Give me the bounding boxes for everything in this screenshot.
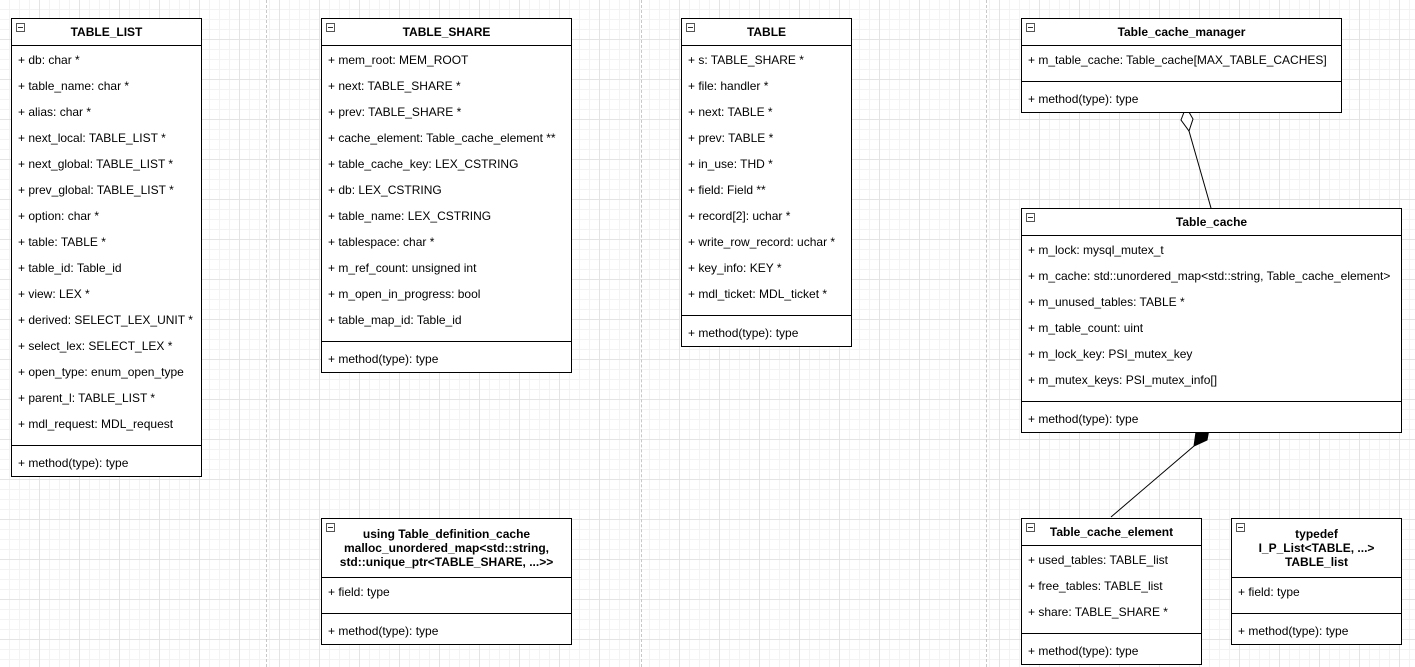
attribute-row[interactable]: + write_row_record: uchar * (688, 235, 836, 249)
class-title-line: using Table_definition_cache (362, 527, 531, 541)
class-header[interactable] (682, 19, 851, 46)
attribute-row[interactable]: + db: LEX_CSTRING (328, 183, 442, 197)
collapse-icon[interactable] (326, 23, 335, 32)
attribute-row[interactable]: + mem_root: MEM_ROOT (328, 53, 469, 67)
attribute-row[interactable]: + m_mutex_keys: PSI_mutex_info[] (1028, 373, 1218, 387)
attribute-row[interactable]: + m_lock: mysql_mutex_t (1028, 243, 1164, 257)
class-table-share[interactable] (321, 18, 572, 373)
attribute-row[interactable]: + tablespace: char * (328, 235, 435, 249)
attribute-row[interactable]: + field: Field ** (688, 183, 766, 197)
attribute-row[interactable]: + table_map_id: Table_id (328, 313, 462, 327)
class-table-list[interactable] (11, 18, 202, 477)
collapse-icon[interactable] (686, 23, 695, 32)
attribute-row[interactable]: + select_lex: SELECT_LEX * (18, 339, 173, 353)
attribute-row[interactable]: + table_name: LEX_CSTRING (328, 209, 492, 223)
class-header[interactable] (1232, 519, 1401, 578)
attribute-row[interactable]: + used_tables: TABLE_list (1028, 553, 1168, 567)
collapse-icon[interactable] (1026, 213, 1035, 222)
class-title: Table_cache_manager (1117, 25, 1246, 39)
class-header[interactable] (322, 519, 571, 578)
separator (322, 605, 571, 614)
attribute-row[interactable]: + parent_l: TABLE_LIST * (18, 391, 156, 405)
attribute-row[interactable]: + table_id: Table_id (18, 261, 122, 275)
page-divider-3 (986, 0, 987, 667)
attribute-row[interactable]: + s: TABLE_SHARE * (688, 53, 804, 67)
method-row[interactable]: + method(type): type (328, 352, 439, 366)
method-row[interactable]: + method(type): type (328, 624, 439, 638)
attribute-row[interactable]: + m_open_in_progress: bool (328, 287, 481, 301)
attribute-row[interactable]: + mdl_request: MDL_request (18, 417, 174, 431)
class-title-line: malloc_unordered_map<std::string, (343, 541, 550, 555)
attribute-row[interactable]: + open_type: enum_open_type (18, 365, 184, 379)
class-title: TABLE (746, 25, 787, 39)
collapse-icon[interactable] (1236, 523, 1245, 532)
method-row[interactable]: + method(type): type (1028, 412, 1139, 426)
class-table[interactable] (681, 18, 852, 347)
attribute-row[interactable]: + cache_element: Table_cache_element ** (328, 131, 556, 145)
attribute-row[interactable]: + table_cache_key: LEX_CSTRING (328, 157, 519, 171)
separator (682, 307, 851, 316)
attribute-row[interactable]: + share: TABLE_SHARE * (1028, 605, 1168, 619)
collapse-icon[interactable] (16, 23, 25, 32)
class-title: TABLE_SHARE (402, 25, 491, 39)
attribute-row[interactable]: + key_info: KEY * (688, 261, 782, 275)
class-table-cache-manager[interactable] (1021, 18, 1342, 113)
attribute-row[interactable]: + m_cache: std::unordered_map<std::string, Table_cache_element> (1028, 269, 1391, 283)
method-row[interactable]: + method(type): type (1238, 624, 1349, 638)
separator (322, 333, 571, 342)
attribute-row[interactable]: + in_use: THD * (688, 157, 773, 171)
attribute-row[interactable]: + prev: TABLE * (688, 131, 774, 145)
method-row[interactable]: + method(type): type (1028, 92, 1139, 106)
attribute-row[interactable]: + next: TABLE * (688, 105, 773, 119)
attribute-row[interactable]: + free_tables: TABLE_list (1028, 579, 1163, 593)
page-divider-1 (266, 0, 267, 667)
collapse-icon[interactable] (326, 523, 335, 532)
separator (12, 437, 201, 446)
class-title-line: typedef (1295, 527, 1338, 541)
attribute-row[interactable]: + field: type (1238, 585, 1300, 599)
class-header[interactable] (1022, 209, 1401, 236)
attribute-row[interactable]: + field: type (328, 585, 390, 599)
class-header[interactable] (1022, 19, 1341, 46)
class-title: Table_cache (1175, 215, 1248, 229)
class-header[interactable] (1022, 519, 1201, 546)
class-title-line: TABLE_list (1284, 555, 1349, 569)
attribute-row[interactable]: + next: TABLE_SHARE * (328, 79, 461, 93)
class-title: Table_cache_element (1049, 525, 1174, 539)
class-table-cache-element[interactable] (1021, 518, 1202, 665)
class-table-definition-cache[interactable] (321, 518, 572, 645)
attribute-row[interactable]: + m_table_cache: Table_cache[MAX_TABLE_CACHES] (1028, 53, 1327, 67)
class-title: TABLE_LIST (70, 25, 143, 39)
page-divider-2 (641, 0, 642, 667)
separator (1232, 605, 1401, 614)
attribute-row[interactable]: + prev: TABLE_SHARE * (328, 105, 462, 119)
attribute-row[interactable]: + m_lock_key: PSI_mutex_key (1028, 347, 1193, 361)
method-row[interactable]: + method(type): type (1028, 644, 1139, 658)
attribute-row[interactable]: + prev_global: TABLE_LIST * (18, 183, 174, 197)
aggregation-line[interactable] (1189, 131, 1211, 208)
class-table-cache[interactable] (1021, 208, 1402, 433)
class-header[interactable] (12, 19, 201, 46)
attribute-row[interactable]: + mdl_ticket: MDL_ticket * (688, 287, 828, 301)
class-title-line: std::unique_ptr<TABLE_SHARE, ...>> (339, 555, 554, 569)
class-header[interactable] (322, 19, 571, 46)
collapse-icon[interactable] (1026, 523, 1035, 532)
attribute-row[interactable]: + m_table_count: uint (1028, 321, 1144, 335)
attribute-row[interactable]: + record[2]: uchar * (688, 209, 791, 223)
class-table-list-typedef[interactable] (1231, 518, 1402, 645)
attribute-row[interactable]: + option: char * (18, 209, 100, 223)
separator (1022, 393, 1401, 402)
attribute-row[interactable]: + m_unused_tables: TABLE * (1028, 295, 1185, 309)
composition-line[interactable] (1111, 446, 1194, 517)
method-row[interactable]: + method(type): type (18, 456, 129, 470)
separator (1022, 73, 1341, 82)
attribute-row[interactable]: + derived: SELECT_LEX_UNIT * (18, 313, 193, 327)
attribute-row[interactable]: + alias: char * (18, 105, 92, 119)
attribute-row[interactable]: + view: LEX * (18, 287, 90, 301)
attribute-row[interactable]: + m_ref_count: unsigned int (328, 261, 477, 275)
method-row[interactable]: + method(type): type (688, 326, 799, 340)
attribute-row[interactable]: + table_name: char * (18, 79, 130, 93)
separator (1022, 625, 1201, 634)
collapse-icon[interactable] (1026, 23, 1035, 32)
attribute-row[interactable]: + next_global: TABLE_LIST * (18, 157, 174, 171)
attribute-row[interactable]: + next_local: TABLE_LIST * (18, 131, 166, 145)
attribute-row[interactable]: + file: handler * (688, 79, 769, 93)
attribute-row[interactable]: + table: TABLE * (18, 235, 106, 249)
class-title-line: I_P_List<TABLE, ...> (1258, 541, 1375, 555)
attribute-row[interactable]: + db: char * (18, 53, 80, 67)
